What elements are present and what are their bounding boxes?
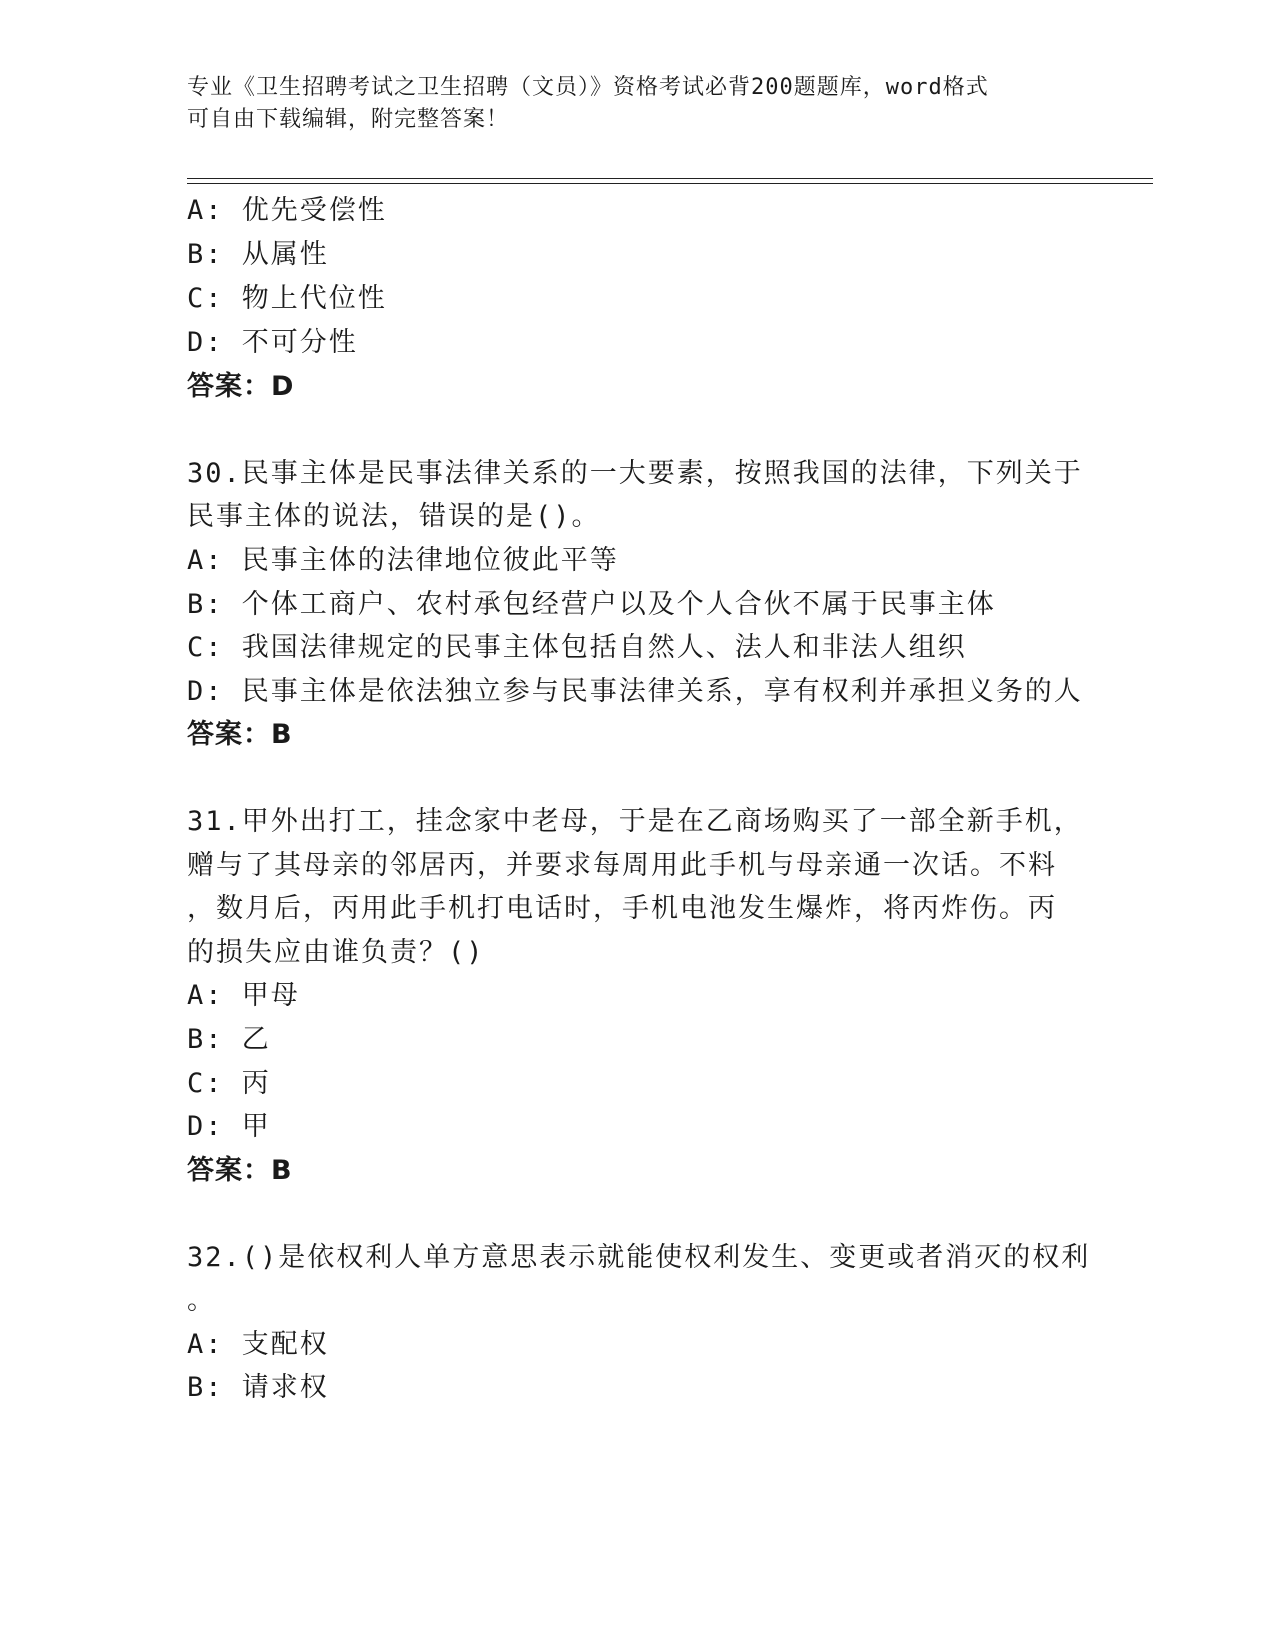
header-rule-bottom	[187, 183, 1153, 184]
q32-stem-line-1: 32.()是依权利人单方意思表示就能使权利发生、变更或者消灭的权利	[187, 1242, 1091, 1273]
q30-stem-line-1: 30.民事主体是民事法律关系的一大要素，按照我国的法律，下列关于	[187, 458, 1083, 489]
q31-answer: 答案：B	[187, 1155, 293, 1186]
q31-stem-line-4: 的损失应由谁负责？()	[187, 937, 485, 968]
q31-stem-line-3: ，数月后，丙用此手机打电话时，手机电池发生爆炸，将丙炸伤。丙	[187, 893, 1057, 924]
q31-option-a: A: 甲母	[187, 980, 300, 1011]
q32-stem-line-2: 。	[187, 1285, 216, 1316]
q29-option-d: D: 不可分性	[187, 327, 358, 358]
q30-answer: 答案：B	[187, 719, 293, 750]
q29-answer: 答案：D	[187, 371, 295, 402]
header-line-1: 专业《卫生招聘考试之卫生招聘（文员）》资格考试必背200题题库，word格式	[187, 75, 989, 100]
q32-option-a: A: 支配权	[187, 1329, 329, 1360]
q31-option-b: B: 乙	[187, 1024, 271, 1055]
header-rule-top	[187, 178, 1153, 179]
q29-option-a: A: 优先受偿性	[187, 195, 387, 226]
q30-option-c: C: 我国法律规定的民事主体包括自然人、法人和非法人组织	[187, 632, 967, 663]
q29-option-c: C: 物上代位性	[187, 283, 387, 314]
header-line-2: 可自由下载编辑，附完整答案！	[187, 107, 510, 132]
q31-option-c: C: 丙	[187, 1068, 271, 1099]
q30-option-d: D: 民事主体是依法独立参与民事法律关系，享有权利并承担义务的人	[187, 676, 1083, 707]
q30-option-a: A: 民事主体的法律地位彼此平等	[187, 545, 619, 576]
document-header	[187, 72, 1087, 136]
q30-stem-line-2: 民事主体的说法，错误的是()。	[187, 501, 601, 532]
q31-stem-line-1: 31.甲外出打工，挂念家中老母，于是在乙商场购买了一部全新手机，	[187, 806, 1083, 837]
q29-option-b: B: 从属性	[187, 239, 329, 270]
q32-option-b: B: 请求权	[187, 1372, 329, 1403]
q31-option-d: D: 甲	[187, 1111, 271, 1142]
q31-stem-line-2: 赠与了其母亲的邻居丙，并要求每周用此手机与母亲通一次话。不料	[187, 850, 1057, 881]
q30-option-b: B: 个体工商户、农村承包经营户以及个人合伙不属于民事主体	[187, 589, 996, 620]
